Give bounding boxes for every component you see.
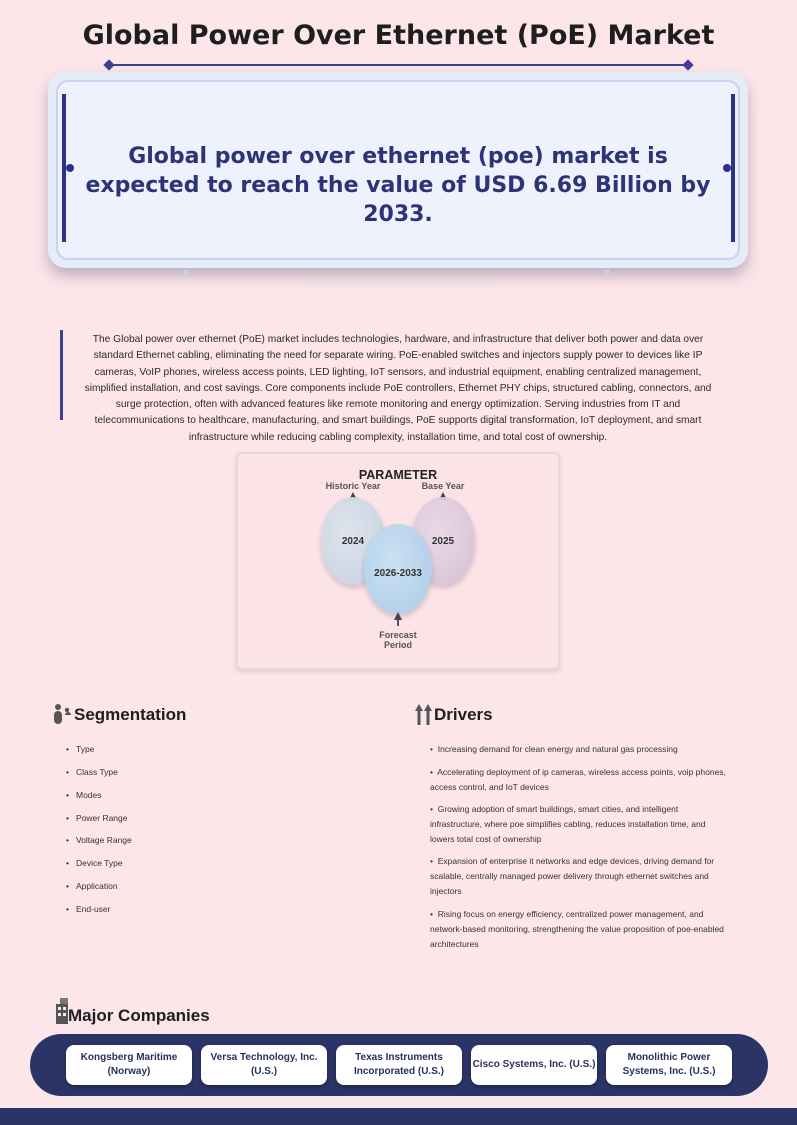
page-title: Global Power Over Ethernet (PoE) Market xyxy=(82,20,715,51)
description-accent-bar xyxy=(60,330,63,420)
driver-item: • Growing adoption of smart buildings, smart cities, and intelligent infrastructure, where poe simplifies cabling, reduces installation time, and lowers total cost of ownership xyxy=(430,804,706,844)
segmentation-item: • End-user xyxy=(66,904,110,914)
up-arrows-icon xyxy=(414,702,434,731)
parameter-title: PARAMETER xyxy=(358,468,438,482)
driver-item: • Expansion of enterprise it networks and edge devices, driving demand for scalable, centrally managed power delivery through ethernet switches and injectors xyxy=(430,856,715,896)
forecast-period-value: 2026-2033 xyxy=(374,568,422,579)
hero-statement: Global power over ethernet (poe) market is expected to reach the value of USD 6.69 Billion by 2033. xyxy=(85,144,711,227)
hero-right-dot xyxy=(723,164,731,172)
historic-year-value: 2024 xyxy=(341,536,365,547)
company-card: Texas Instruments Incorporated (U.S.) xyxy=(336,1045,462,1085)
forecast-period-label: Forecast Period xyxy=(379,630,417,650)
segmentation-item: • Application xyxy=(66,881,118,891)
title-divider xyxy=(108,64,688,66)
base-year-value: 2025 xyxy=(431,536,455,547)
segmentation-item: • Class Type xyxy=(66,767,118,777)
people-icon xyxy=(52,702,74,731)
hero-foot-line xyxy=(302,283,494,285)
companies-title: Major Companies xyxy=(68,1006,210,1025)
company-card: Versa Technology, Inc. (U.S.) xyxy=(201,1045,327,1085)
hero-foot-dot-left xyxy=(183,269,189,275)
segmentation-item: • Type xyxy=(66,744,94,754)
historic-year-label: Historic Year xyxy=(325,481,381,491)
footer-bar xyxy=(0,1108,797,1125)
forecast-arrow-icon xyxy=(394,612,402,620)
segmentation-item: • Modes xyxy=(66,790,102,800)
company-card: Monolithic Power Systems, Inc. (U.S.) xyxy=(606,1045,732,1085)
title-right-diamond xyxy=(682,59,693,70)
market-description: The Global power over ethernet (PoE) market includes technologies, hardware, and infrastructure that deliver both power and data over standard Ethernet cabling, eliminating the need for separate wiring. PoE-enabled switches and injectors supply power to devices like IP cameras, VoIP phones, wireless access points, LED lighting, IoT sensors, and industrial equipment, enabling centralized management, simplified installation, and cost savings. Core components include PoE controllers, Ethernet PHY chips, structured cabling, connectors, and surge protection, often with advanced features like remote monitoring and energy optimization. Serving industries from IT and telecommunications to healthcare, manufacturing, and smart buildings, PoE supports digital transformation, IoT deployment, and smart infrastructure while reducing cabling complexity, installation time, and total cost of ownership. xyxy=(84,334,712,443)
segmentation-item: • Voltage Range xyxy=(66,835,132,845)
segmentation-item: • Power Range xyxy=(66,813,128,823)
drivers-title: Drivers xyxy=(434,705,493,724)
company-card: Cisco Systems, Inc. (U.S.) xyxy=(471,1045,597,1085)
hero-right-bar xyxy=(731,94,735,242)
company-card: Kongsberg Maritime (Norway) xyxy=(66,1045,192,1085)
driver-item: • Increasing demand for clean energy and natural gas processing xyxy=(430,744,678,754)
segmentation-item: • Device Type xyxy=(66,858,123,868)
segmentation-title: Segmentation xyxy=(74,705,187,724)
hero-foot-dot-right xyxy=(604,269,610,275)
base-year-label: Base Year xyxy=(421,481,465,491)
driver-item: • Accelerating deployment of ip cameras, wireless access points, voip phones, access control, and IoT devices xyxy=(430,767,726,792)
driver-item: • Rising focus on energy efficiency, centralized power management, and network-based monitoring, strengthening the value proposition of poe-enabled architectures xyxy=(430,909,724,949)
